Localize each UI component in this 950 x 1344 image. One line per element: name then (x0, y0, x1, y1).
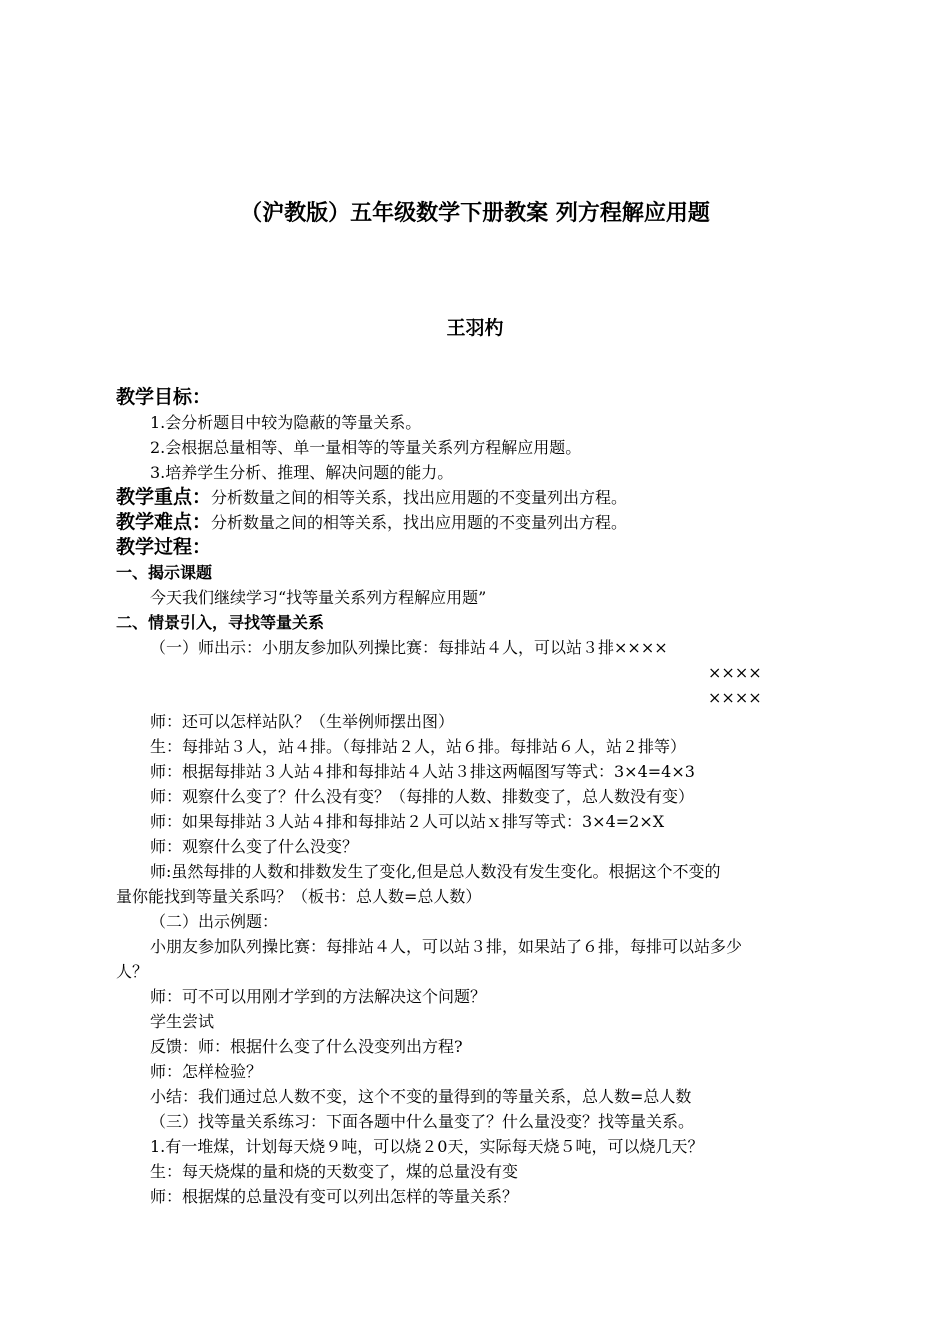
paragraph-line: 师：可不可以用刚才学到的方法解决这个问题？ (150, 987, 487, 1006)
paragraph-line: 学生尝试 (150, 1012, 215, 1031)
difficulty-label: 教学难点： (116, 511, 212, 533)
paragraph-line: 量你能找到等量关系吗？（板书：总人数=总人数） (116, 887, 482, 906)
section2-heading: 二、情景引入，寻找等量关系 (116, 613, 325, 632)
author-name: 王羽杓 (446, 317, 504, 339)
paragraph-line: 1.有一堆煤，计划每天烧９吨，可以烧２0天，实际每天烧５吨，可以烧几天？ (150, 1137, 704, 1156)
difficulty-row (116, 512, 627, 533)
paragraph-line: 生：每排站３人，站４排。（每排站２人，站６排。每排站６人，站２排等） (150, 737, 687, 756)
goal-item: 3.培养学生分析、推理、解决问题的能力。 (150, 463, 454, 482)
paragraph-line: 小朋友参加队列操比赛：每排站４人，可以站３排，如果站了６排，每排可以站多少 (150, 937, 743, 956)
key-point-label: 教学重点： (116, 486, 212, 508)
goal-item: 1.会分析题目中较为隐蔽的等量关系。 (150, 413, 422, 432)
goal-item: 2.会根据总量相等、单一量相等的等量关系列方程解应用题。 (150, 438, 582, 457)
section1-heading: 一、揭示课题 (116, 563, 213, 582)
paragraph-line: 师：根据每排站３人站４排和每排站４人站３排这两幅图写等式：3×4=4×3 (150, 762, 695, 781)
section1-line: 今天我们继续学习“找等量关系列方程解应用题” (150, 588, 487, 607)
key-point-row (116, 487, 627, 508)
paragraph-line: 师：观察什么变了什么没变？ (150, 837, 359, 856)
paragraph-line: 师：观察什么变了？什么没有变？（每排的人数、排数变了，总人数没有变） (150, 787, 695, 806)
paragraph-line: 师：还可以怎样站队？（生举例师摆出图） (150, 712, 455, 731)
paragraph-line: 师：根据煤的总量没有变可以列出怎样的等量关系？ (150, 1187, 519, 1206)
process-heading: 教学过程： (116, 536, 212, 558)
paragraph-line: （三）找等量关系练习：下面各题中什么量变了？什么量没变？找等量关系。 (150, 1112, 695, 1131)
paragraph-line: 师：如果每排站３人站４排和每排站２人可以站ｘ排写等式：3×4=2×X (150, 812, 665, 831)
paragraph-line: 小结：我们通过总人数不变，这个不变的量得到的等量关系，总人数=总人数 (150, 1087, 692, 1106)
paragraph-line: 师:虽然每排的人数和排数发生了变化,但是总人数没有发生变化。根据这个不变的 (150, 862, 721, 881)
paragraph-line: （二）出示例题： (150, 912, 279, 931)
formation-row: ×××× (708, 688, 762, 707)
goals-heading: 教学目标： (116, 386, 212, 408)
paragraph-line: 人？ (116, 962, 149, 981)
difficulty-text: 分析数量之间的相等关系，找出应用题的不变量列出方程。 (211, 513, 628, 532)
key-point-text: 分析数量之间的相等关系，找出应用题的不变量列出方程。 (211, 488, 628, 507)
paragraph-line: 师：怎样检验？ (150, 1062, 263, 1081)
document-title: （沪教版）五年级数学下册教案 列方程解应用题 (240, 201, 710, 226)
paragraph-line: 生：每天烧煤的量和烧的天数变了，煤的总量没有变 (150, 1162, 519, 1181)
formation-row: ×××× (708, 663, 762, 682)
paragraph-line: 反馈：师：根据什么变了什么没变列出方程? (150, 1037, 463, 1056)
paragraph-line: （一）师出示：小朋友参加队列操比赛：每排站４人，可以站３排×××× (150, 638, 668, 657)
